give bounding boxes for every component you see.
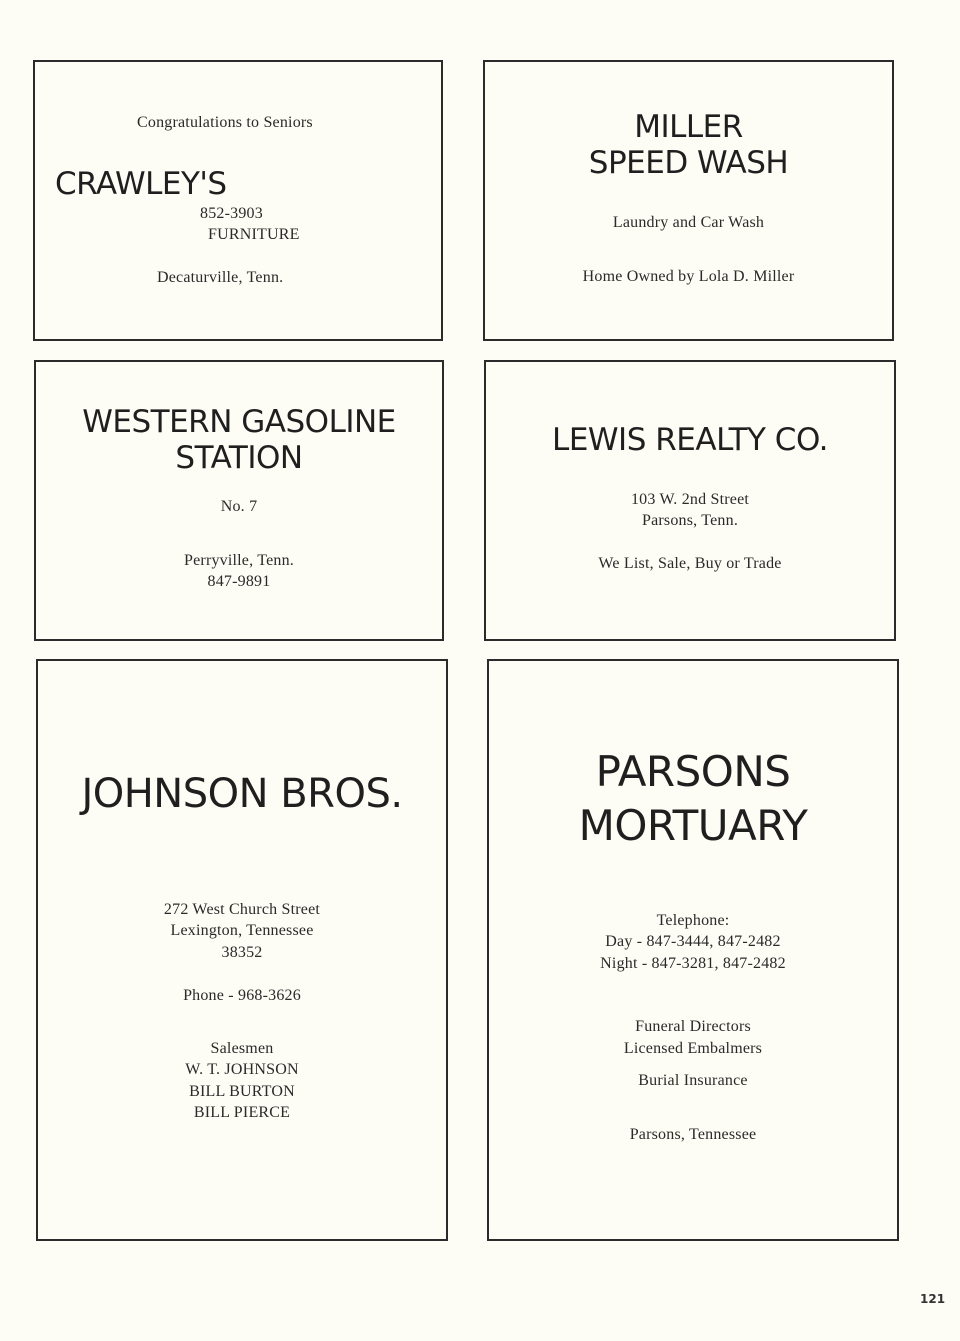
parsons-telephone-label: Telephone: — [656, 912, 730, 929]
crawleys-phone: 852-3903 — [200, 205, 263, 222]
lewis-address: 103 W. 2nd Street — [630, 491, 750, 508]
western-name-line2: STATION — [175, 440, 303, 476]
johnson-salesman: BILL BURTON — [189, 1083, 295, 1100]
ad-miller-speed-wash — [483, 60, 894, 341]
ad-parsons-mortuary — [487, 659, 899, 1241]
lewis-city: Parsons, Tenn. — [641, 512, 739, 529]
crawleys-congratulations: Congratulations to Seniors — [137, 114, 313, 131]
parsons-burial-insurance: Burial Insurance — [638, 1072, 748, 1089]
parsons-location: Parsons, Tennessee — [629, 1126, 757, 1143]
johnson-address: 272 West Church Street — [163, 901, 321, 918]
crawleys-category: FURNITURE — [208, 226, 300, 243]
miller-name-line1: MILLER — [634, 109, 743, 145]
miller-name-line2: SPEED WASH — [588, 145, 789, 181]
parsons-funeral-directors: Funeral Directors — [635, 1018, 751, 1035]
johnson-salesman: W. T. JOHNSON — [185, 1061, 299, 1078]
johnson-phone: Phone - 968-3626 — [183, 987, 301, 1004]
parsons-night-phone: Night - 847-3281, 847-2482 — [600, 955, 786, 972]
lewis-slogan: We List, Sale, Buy or Trade — [598, 555, 782, 572]
johnson-city: Lexington, Tennessee — [170, 922, 314, 939]
lewis-name: LEWIS REALTY CO. — [552, 422, 828, 458]
page-number: 121 — [920, 1292, 946, 1306]
western-name-line1: WESTERN GASOLINE — [82, 404, 396, 440]
parsons-licensed-embalmers: Licensed Embalmers — [623, 1040, 763, 1057]
miller-services: Laundry and Car Wash — [612, 214, 765, 231]
ad-johnson-bros — [36, 659, 448, 1241]
miller-owner: Home Owned by Lola D. Miller — [582, 268, 795, 285]
johnson-zip: 38352 — [221, 944, 263, 961]
crawleys-name: CRAWLEY'S — [55, 166, 227, 202]
johnson-name: JOHNSON BROS. — [81, 771, 403, 817]
johnson-salesman: BILL PIERCE — [193, 1104, 291, 1121]
western-phone: 847-9891 — [207, 573, 271, 590]
crawleys-location: Decaturville, Tenn. — [157, 269, 284, 286]
western-location: Perryville, Tenn. — [184, 552, 294, 569]
ad-western-gasoline — [34, 360, 444, 641]
johnson-salesmen-label: Salesmen — [210, 1040, 274, 1057]
western-number: No. 7 — [220, 498, 258, 515]
parsons-day-phone: Day - 847-3444, 847-2482 — [605, 933, 781, 950]
parsons-name-line1: PARSONS — [595, 747, 791, 796]
ad-crawleys — [33, 60, 443, 341]
parsons-name-line2: MORTUARY — [578, 801, 808, 850]
ad-lewis-realty — [484, 360, 896, 641]
